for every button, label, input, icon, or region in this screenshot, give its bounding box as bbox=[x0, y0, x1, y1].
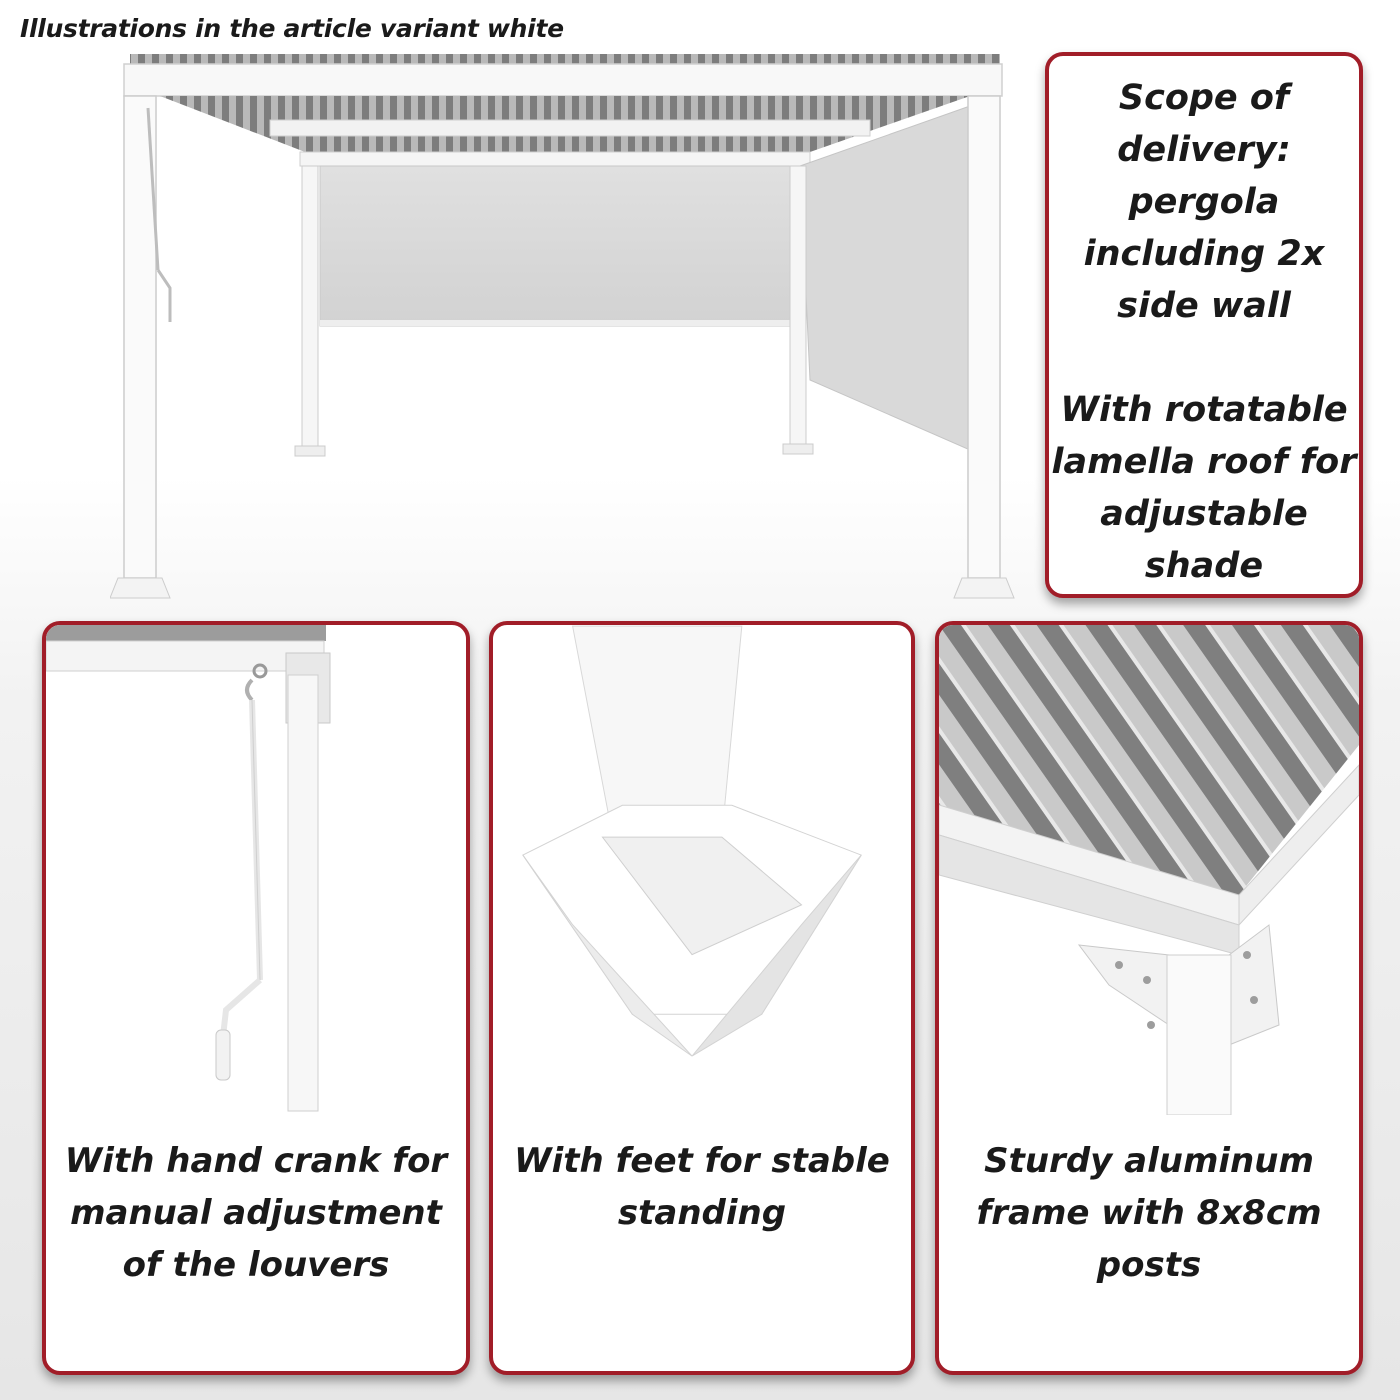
caption-line: With hand crank for bbox=[64, 1141, 448, 1181]
caption-line: posts bbox=[1096, 1245, 1202, 1285]
scope-line: adjustable bbox=[1100, 494, 1308, 534]
scope-line: shade bbox=[1144, 546, 1264, 586]
scope-line: delivery: bbox=[1117, 130, 1291, 170]
hand-crank-illustration bbox=[46, 625, 466, 1115]
pergola-hero-image bbox=[110, 50, 1020, 610]
caption-line: standing bbox=[617, 1193, 787, 1233]
scope-line: With rotatable bbox=[1060, 390, 1348, 430]
hand-crank-feature-card bbox=[42, 621, 470, 1375]
feet-feature-card bbox=[489, 621, 915, 1375]
caption-line: frame with 8x8cm bbox=[976, 1193, 1322, 1233]
scope-spacer bbox=[1049, 332, 1359, 384]
pergola-illustration bbox=[110, 50, 1020, 610]
aluminum-frame-feature-card bbox=[935, 621, 1363, 1375]
scope-line: including 2x bbox=[1083, 234, 1325, 274]
scope-line: lamella roof for bbox=[1051, 442, 1357, 482]
caption-line: Sturdy aluminum bbox=[984, 1141, 1314, 1181]
scope-of-delivery-card bbox=[1045, 52, 1363, 598]
caption-line: With feet for stable bbox=[514, 1141, 890, 1181]
caption-line: of the louvers bbox=[122, 1245, 390, 1285]
hand-crank-image bbox=[46, 625, 466, 1115]
post-foot-illustration bbox=[493, 625, 911, 1115]
scope-line: Scope of bbox=[1118, 78, 1290, 118]
frame-corner-image bbox=[939, 625, 1359, 1115]
frame-corner-illustration bbox=[939, 625, 1359, 1115]
illustration-caption: Illustrations in the article variant white bbox=[20, 14, 564, 43]
frame-caption bbox=[947, 1135, 1351, 1291]
feet-caption bbox=[501, 1135, 903, 1239]
caption-line: manual adjustment bbox=[70, 1193, 442, 1233]
hand-crank-caption bbox=[54, 1135, 458, 1291]
post-foot-image bbox=[493, 625, 911, 1115]
scope-line: pergola bbox=[1128, 182, 1280, 222]
scope-line: side wall bbox=[1117, 286, 1291, 326]
scope-text bbox=[1049, 72, 1359, 592]
